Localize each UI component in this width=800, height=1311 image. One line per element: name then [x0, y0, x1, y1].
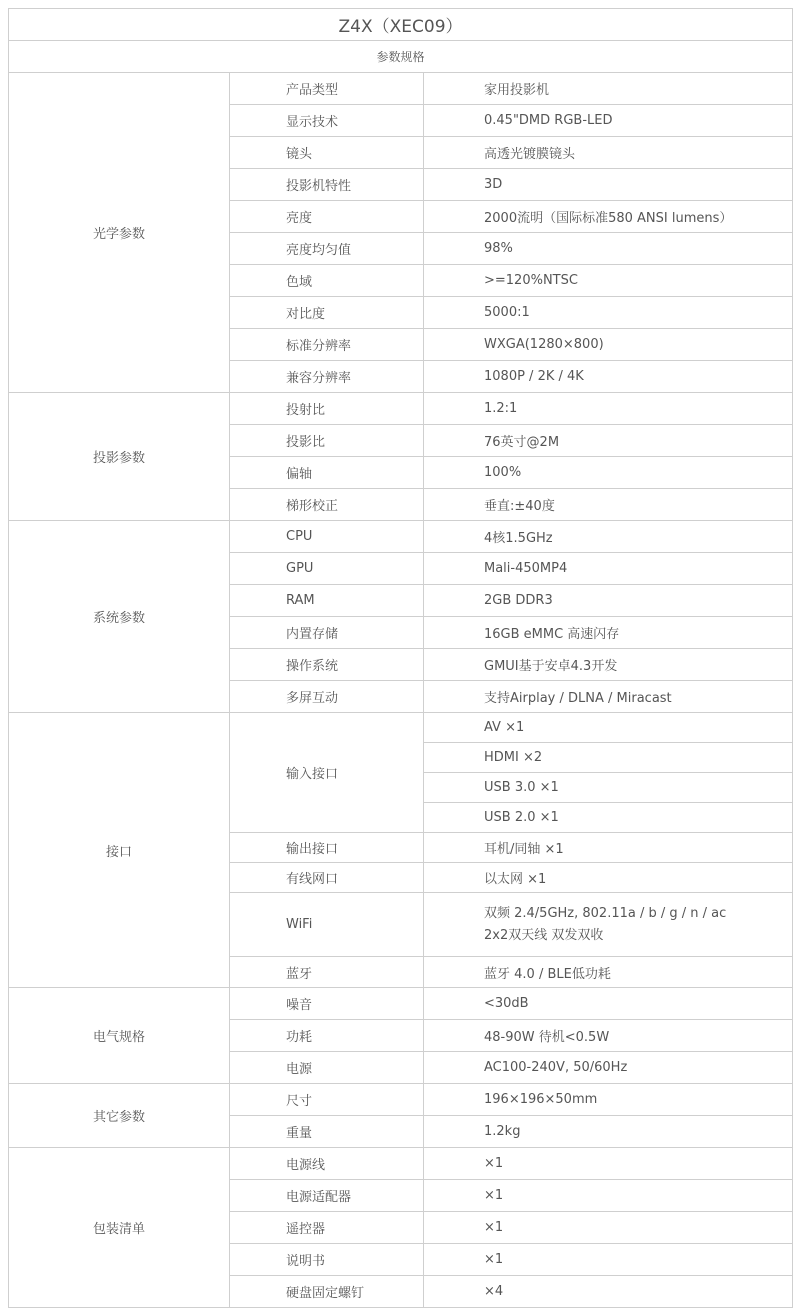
param-value: USB 3.0 ×1 [424, 773, 793, 803]
param-value [424, 893, 793, 957]
param-name: 标准分辨率 [230, 329, 424, 361]
param-name: 显示技术 [230, 105, 424, 137]
param-name: 兼容分辨率 [230, 361, 424, 393]
param-name: 说明书 [230, 1244, 424, 1276]
title-row [9, 9, 793, 41]
param-name: 电源 [230, 1052, 424, 1084]
subtitle-row [9, 41, 793, 73]
section-label-optical: 光学参数 [9, 73, 230, 393]
section-label-projection: 投影参数 [9, 393, 230, 521]
param-value: ×1 [424, 1148, 793, 1180]
param-value: 垂直:±40度 [424, 489, 793, 521]
param-name: 色域 [230, 265, 424, 297]
param-name: 尺寸 [230, 1084, 424, 1116]
spec-table [8, 8, 793, 1308]
param-name: 亮度 [230, 201, 424, 233]
param-name: 输入接口 [230, 713, 424, 833]
section-label-interface: 接口 [9, 713, 230, 988]
param-name: 多屏互动 [230, 681, 424, 713]
param-name: 电源适配器 [230, 1180, 424, 1212]
param-value: ×1 [424, 1180, 793, 1212]
param-name: 噪音 [230, 988, 424, 1020]
param-value: 耳机/同轴 ×1 [424, 833, 793, 863]
section-label-package: 包装清单 [9, 1148, 230, 1308]
param-name: 投射比 [230, 393, 424, 425]
param-value: 蓝牙 4.0 / BLE低功耗 [424, 957, 793, 988]
param-name: WiFi [230, 893, 424, 957]
param-name: 偏轴 [230, 457, 424, 489]
param-value: 家用投影机 [424, 73, 793, 105]
param-value: 2000流明（国际标准580 ANSI lumens） [424, 201, 793, 233]
param-value: 5000:1 [424, 297, 793, 329]
param-value: <30dB [424, 988, 793, 1020]
table-row [9, 521, 793, 553]
wifi-line-1: 双频 2.4/5GHz, 802.11a / b / g / n / ac [484, 905, 727, 921]
param-value: 高透光镀膜镜头 [424, 137, 793, 169]
param-value: Mali-450MP4 [424, 553, 793, 585]
param-name: 内置存储 [230, 617, 424, 649]
param-name: RAM [230, 585, 424, 617]
table-row [9, 988, 793, 1020]
param-value: 196×196×50mm [424, 1084, 793, 1116]
param-value: ×4 [424, 1276, 793, 1308]
wifi-line-2: 2x2双天线 双发双收 [484, 927, 604, 943]
param-value: WXGA(1280×800) [424, 329, 793, 361]
param-name: CPU [230, 521, 424, 553]
param-name: 重量 [230, 1116, 424, 1148]
param-value: 48-90W 待机<0.5W [424, 1020, 793, 1052]
param-name: 功耗 [230, 1020, 424, 1052]
param-name: 投影比 [230, 425, 424, 457]
table-row [9, 1148, 793, 1180]
param-name: 对比度 [230, 297, 424, 329]
param-name: 有线网口 [230, 863, 424, 893]
param-name: 亮度均匀值 [230, 233, 424, 265]
param-name: 镜头 [230, 137, 424, 169]
param-value: ×1 [424, 1212, 793, 1244]
param-value: 1.2kg [424, 1116, 793, 1148]
param-value: HDMI ×2 [424, 743, 793, 773]
param-name: 操作系统 [230, 649, 424, 681]
table-subtitle: 参数规格 [9, 41, 793, 73]
param-name: 遥控器 [230, 1212, 424, 1244]
section-label-other: 其它参数 [9, 1084, 230, 1148]
param-value: USB 2.0 ×1 [424, 803, 793, 833]
table-row [9, 73, 793, 105]
param-value: 0.45"DMD RGB-LED [424, 105, 793, 137]
param-name: 硬盘固定螺钉 [230, 1276, 424, 1308]
param-value: 2GB DDR3 [424, 585, 793, 617]
param-value: 16GB eMMC 高速闪存 [424, 617, 793, 649]
param-value: AC100-240V, 50/60Hz [424, 1052, 793, 1084]
table-row [9, 713, 793, 743]
table-row [9, 1084, 793, 1116]
page-title: Z4X（XEC09） [9, 9, 793, 41]
param-name: GPU [230, 553, 424, 585]
param-value: GMUI基于安卓4.3开发 [424, 649, 793, 681]
param-value: 100% [424, 457, 793, 489]
param-value: 4核1.5GHz [424, 521, 793, 553]
table-row [9, 393, 793, 425]
param-value: ×1 [424, 1244, 793, 1276]
param-value: >=120%NTSC [424, 265, 793, 297]
param-value: 支持Airplay / DLNA / Miracast [424, 681, 793, 713]
section-label-electrical: 电气规格 [9, 988, 230, 1084]
param-name: 输出接口 [230, 833, 424, 863]
param-name: 蓝牙 [230, 957, 424, 988]
param-name: 梯形校正 [230, 489, 424, 521]
param-name: 产品类型 [230, 73, 424, 105]
param-value: 76英寸@2M [424, 425, 793, 457]
param-value: 以太网 ×1 [424, 863, 793, 893]
param-value: 1080P / 2K / 4K [424, 361, 793, 393]
section-label-system: 系统参数 [9, 521, 230, 713]
param-value: 1.2:1 [424, 393, 793, 425]
param-value: AV ×1 [424, 713, 793, 743]
param-name: 电源线 [230, 1148, 424, 1180]
param-name: 投影机特性 [230, 169, 424, 201]
param-value: 98% [424, 233, 793, 265]
param-value: 3D [424, 169, 793, 201]
